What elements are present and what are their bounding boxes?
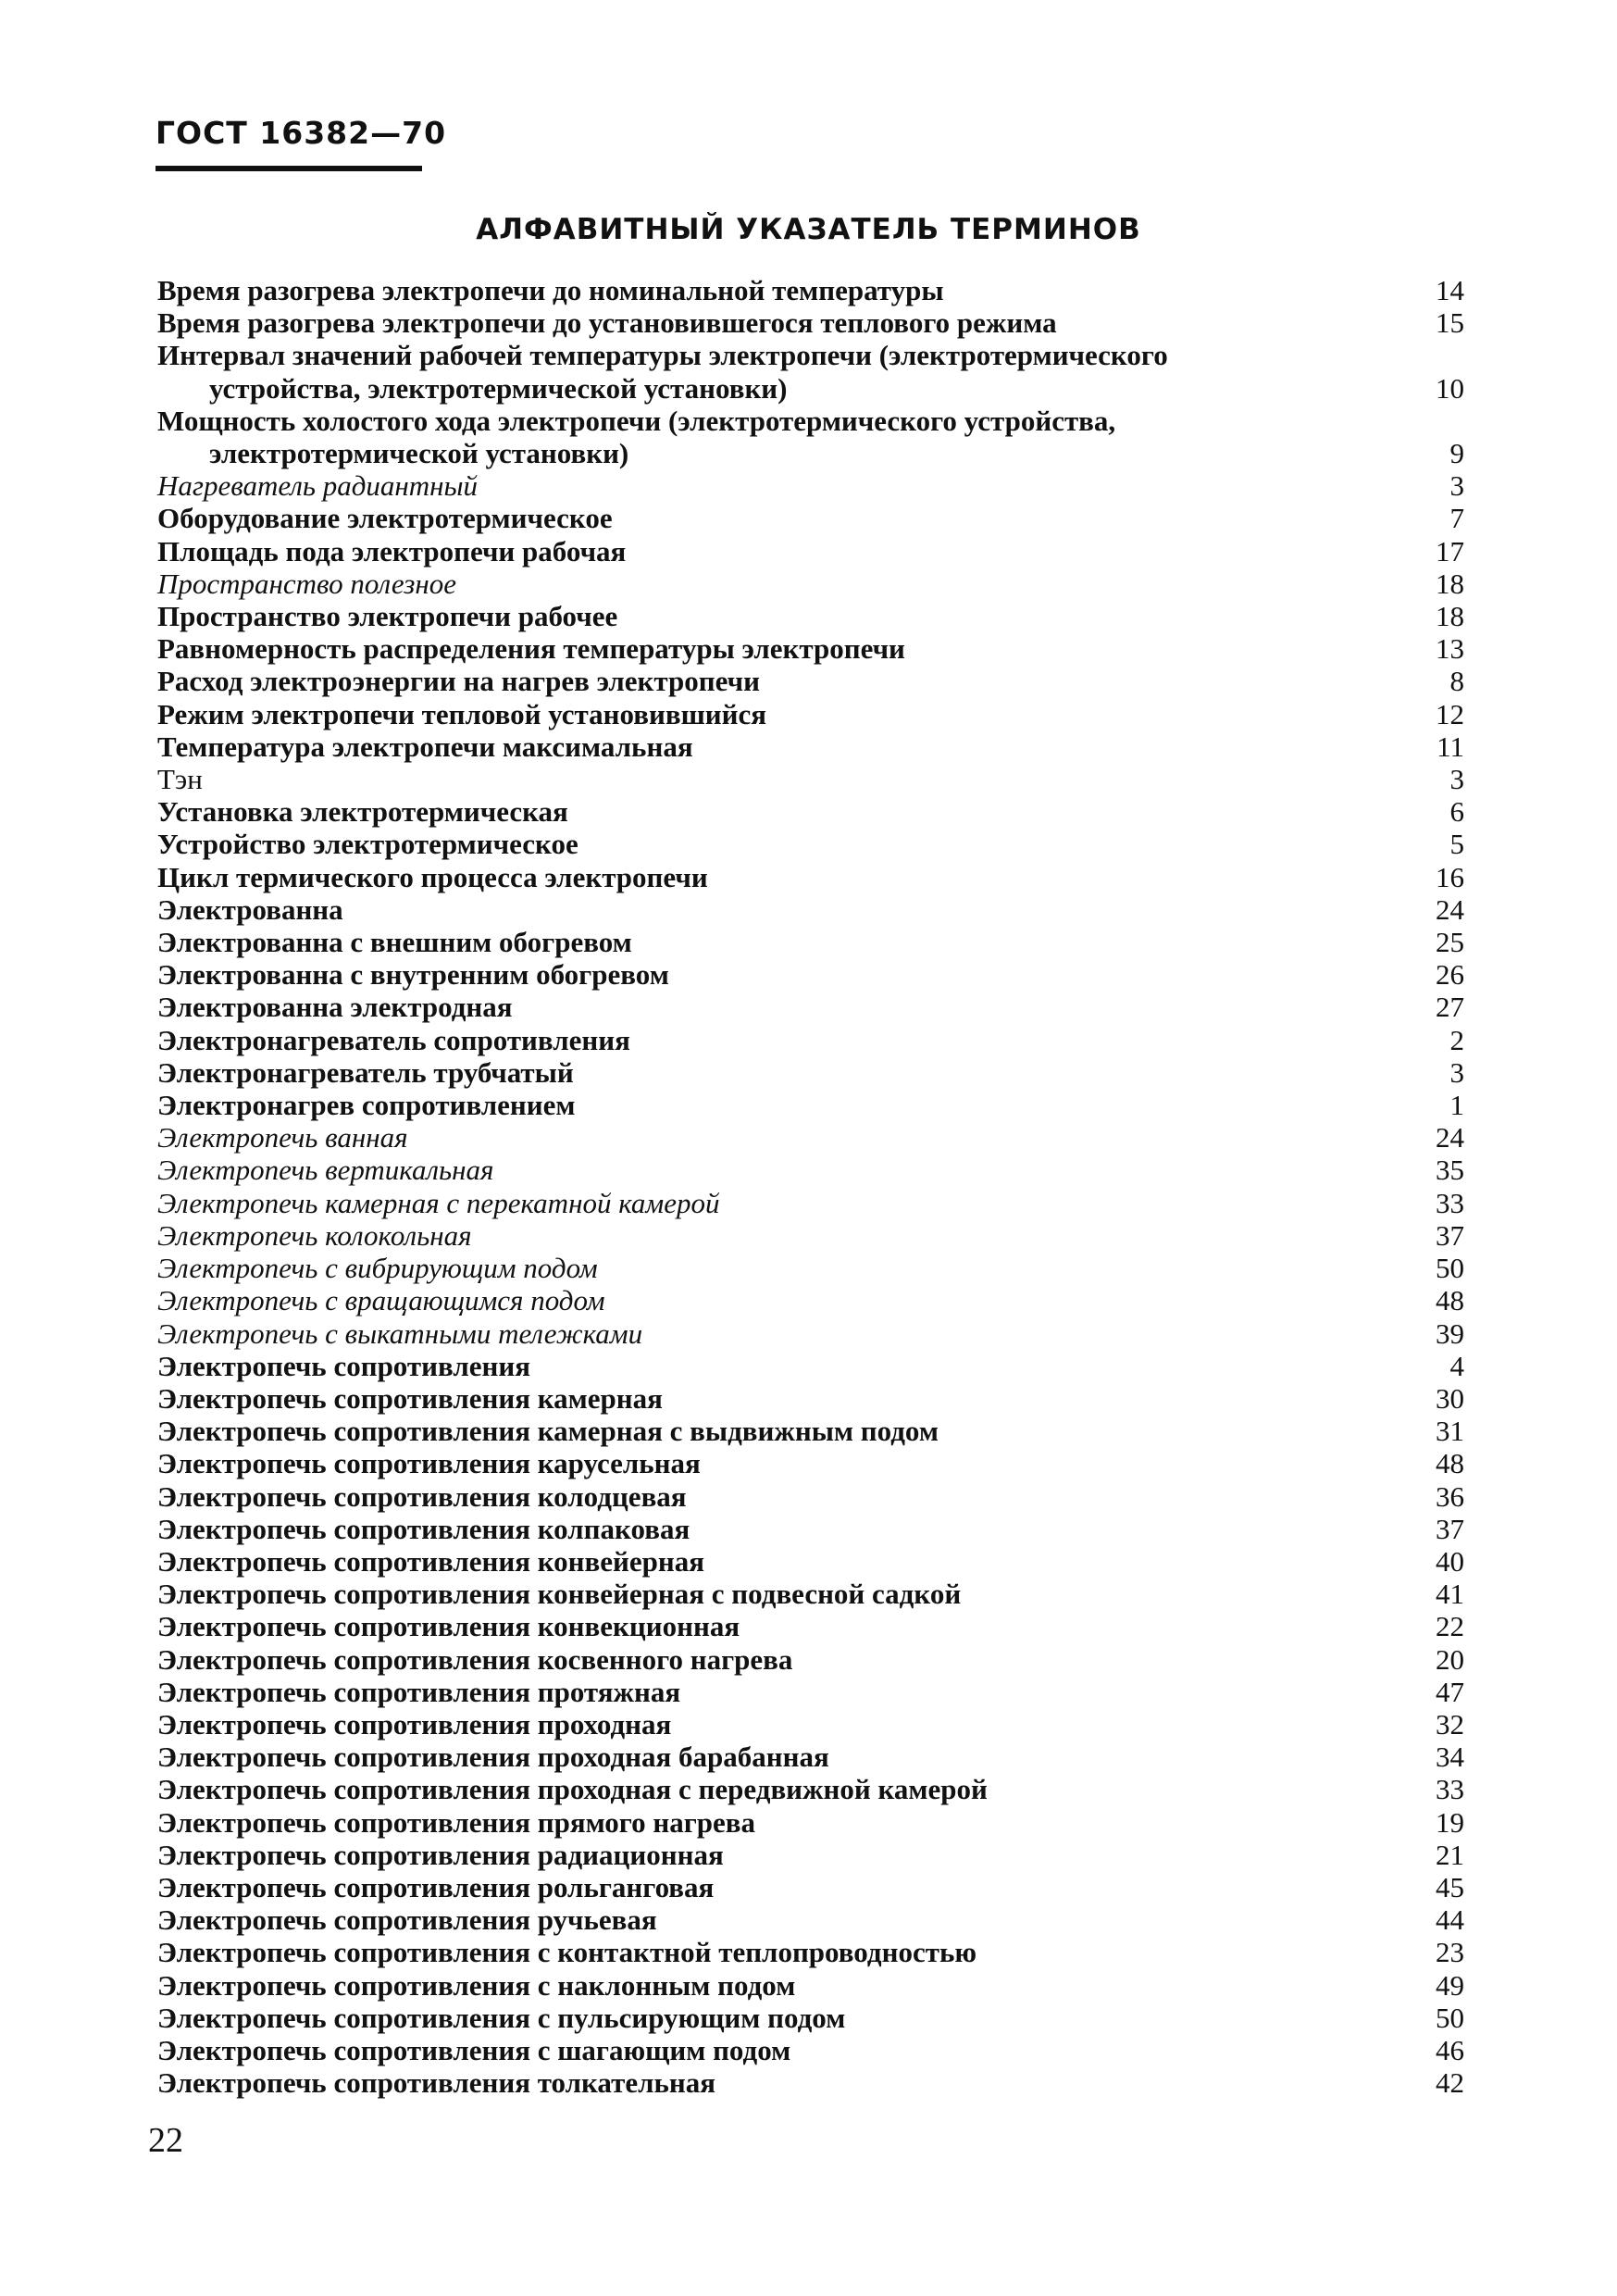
term-reference-number: 18 bbox=[1436, 567, 1464, 600]
term-reference-number: 22 bbox=[1436, 1610, 1464, 1643]
index-entry bbox=[157, 1708, 1464, 1741]
term-line: Установка электротермическая bbox=[157, 795, 568, 829]
index-entry bbox=[157, 2034, 1464, 2066]
term-reference-number: 16 bbox=[1436, 860, 1464, 893]
index-entry bbox=[157, 306, 1464, 339]
term-reference-number: 24 bbox=[1436, 1121, 1464, 1154]
index-entry bbox=[157, 1806, 1464, 1839]
index-entry bbox=[157, 568, 1464, 600]
term-line: Электропечь сопротивления проходная bbox=[157, 1707, 672, 1741]
index-entry bbox=[157, 1089, 1464, 1121]
term-line: Электропечь сопротивления с наклонным подом bbox=[157, 1968, 796, 2002]
term-line: Электропечь с вращающимся подом bbox=[157, 1284, 605, 1317]
term-line: Цикл термического процесса электропечи bbox=[157, 860, 708, 893]
term-reference-number: 21 bbox=[1436, 1838, 1464, 1871]
term-reference-number: 33 bbox=[1436, 1773, 1464, 1806]
index-term bbox=[157, 861, 1420, 893]
index-term bbox=[157, 1415, 1420, 1447]
term-reference-number: 35 bbox=[1436, 1154, 1464, 1187]
term-line: Электронагреватель сопротивления bbox=[157, 1023, 630, 1056]
term-line: Электрованна электродная bbox=[157, 991, 513, 1024]
index-term bbox=[157, 828, 1420, 860]
term-line: Расход электроэнергии на нагрев электропечи bbox=[157, 665, 760, 698]
index-entry bbox=[157, 828, 1464, 860]
term-reference-number: 20 bbox=[1436, 1642, 1464, 1676]
index-term bbox=[157, 535, 1420, 568]
term-line: Электропечь камерная с перекатной камерой bbox=[157, 1186, 720, 1219]
term-line: Электропечь сопротивления bbox=[157, 1349, 530, 1382]
index-entry bbox=[157, 1447, 1464, 1479]
index-term bbox=[157, 1969, 1420, 2002]
term-line: Электропечь сопротивления колодцевая bbox=[157, 1479, 687, 1513]
index-entry bbox=[157, 1578, 1464, 1610]
term-line: Электропечь сопротивления с шагающим подом bbox=[157, 2033, 791, 2066]
term-line: Электропечь колокольная bbox=[157, 1218, 472, 1252]
index-entry bbox=[157, 958, 1464, 991]
term-reference-number: 45 bbox=[1436, 1870, 1464, 1903]
index-term bbox=[157, 698, 1420, 730]
index-entry bbox=[157, 1056, 1464, 1089]
term-line: Электропечь с выкатными тележками bbox=[157, 1316, 643, 1350]
index-entry bbox=[157, 502, 1464, 534]
term-reference-number: 1 bbox=[1449, 1089, 1464, 1122]
index-entry bbox=[157, 926, 1464, 958]
index-term bbox=[157, 893, 1420, 926]
term-reference-number: 7 bbox=[1449, 502, 1464, 535]
term-line: Пространство полезное bbox=[157, 567, 456, 600]
term-reference-number: 46 bbox=[1436, 2033, 1464, 2066]
term-line: Электронагреватель трубчатый bbox=[157, 1055, 574, 1089]
term-reference-number: 8 bbox=[1449, 665, 1464, 698]
term-reference-number: 33 bbox=[1436, 1186, 1464, 1219]
term-line: Мощность холостого хода электропечи (электротермического устройства, bbox=[157, 404, 1116, 437]
term-index bbox=[157, 274, 1464, 2099]
term-reference-number: 13 bbox=[1436, 632, 1464, 666]
term-line: Электрованна с внутренним обогревом bbox=[157, 958, 669, 992]
index-term bbox=[157, 632, 1420, 665]
index-term bbox=[157, 2002, 1420, 2034]
index-entry bbox=[157, 600, 1464, 632]
index-term bbox=[157, 1056, 1420, 1089]
term-line: Время разогрева электропечи до номинальной температуры bbox=[157, 274, 944, 306]
index-term bbox=[157, 1284, 1420, 1316]
term-line: Площадь пода электропечи рабочая bbox=[157, 534, 627, 568]
term-reference-number: 3 bbox=[1449, 469, 1464, 503]
term-reference-number: 3 bbox=[1449, 1055, 1464, 1089]
term-line: Электропечь сопротивления толкательная bbox=[157, 2066, 716, 2100]
term-line: Электронагрев сопротивлением bbox=[157, 1089, 576, 1122]
term-line: Электропечь сопротивления конвейерная с подвесной садкой bbox=[157, 1578, 962, 1611]
index-entry bbox=[157, 535, 1464, 568]
header-underline bbox=[155, 166, 422, 171]
term-reference-number: 15 bbox=[1436, 306, 1464, 340]
index-entry bbox=[157, 1252, 1464, 1284]
term-line: Электрованна bbox=[157, 892, 343, 926]
index-entry bbox=[157, 795, 1464, 828]
index-term bbox=[157, 1773, 1420, 1805]
index-entry bbox=[157, 1187, 1464, 1219]
index-entry bbox=[157, 1415, 1464, 1447]
term-reference-number: 3 bbox=[1449, 763, 1464, 796]
term-reference-number: 36 bbox=[1436, 1479, 1464, 1513]
index-term bbox=[157, 306, 1420, 339]
term-reference-number: 19 bbox=[1436, 1805, 1464, 1839]
index-term bbox=[157, 1154, 1420, 1186]
section-title: АЛФАВИТНЫЙ УКАЗАТЕЛЬ ТЕРМИНОВ bbox=[476, 213, 1141, 246]
term-reference-number: 12 bbox=[1436, 697, 1464, 730]
index-entry bbox=[157, 405, 1464, 469]
term-line: Электропечь вертикальная bbox=[157, 1154, 494, 1187]
term-line: Температура электропечи максимальная bbox=[157, 730, 693, 763]
index-entry bbox=[157, 730, 1464, 763]
index-term bbox=[157, 1643, 1420, 1676]
term-line: Нагреватель радиантный bbox=[157, 469, 479, 503]
index-term bbox=[157, 1806, 1420, 1839]
index-entry bbox=[157, 1643, 1464, 1676]
index-term bbox=[157, 2034, 1420, 2066]
index-entry bbox=[157, 1936, 1464, 1968]
term-reference-number: 42 bbox=[1436, 2066, 1464, 2100]
index-term bbox=[157, 795, 1420, 828]
index-entry bbox=[157, 1676, 1464, 1708]
index-entry bbox=[157, 1741, 1464, 1773]
index-entry bbox=[157, 1219, 1464, 1252]
term-reference-number: 32 bbox=[1436, 1707, 1464, 1741]
term-reference-number: 30 bbox=[1436, 1381, 1464, 1415]
index-term bbox=[157, 1187, 1420, 1219]
index-term bbox=[157, 568, 1420, 600]
index-term bbox=[157, 600, 1420, 632]
term-reference-number: 25 bbox=[1436, 926, 1464, 959]
index-term bbox=[157, 665, 1420, 697]
term-line: Электропечь сопротивления рольганговая bbox=[157, 1870, 715, 1903]
index-term bbox=[157, 1121, 1420, 1154]
index-entry bbox=[157, 469, 1464, 502]
term-line: Электропечь сопротивления конвейерная bbox=[157, 1544, 705, 1578]
term-line: Тэн bbox=[157, 763, 203, 796]
term-reference-number: 11 bbox=[1437, 730, 1464, 763]
document-code: ГОСТ 16382—70 bbox=[155, 115, 447, 151]
term-reference-number: 50 bbox=[1436, 2001, 1464, 2034]
index-term bbox=[157, 730, 1420, 763]
index-entry bbox=[157, 1480, 1464, 1513]
index-entry bbox=[157, 1610, 1464, 1642]
index-entry bbox=[157, 861, 1464, 893]
index-entry bbox=[157, 1969, 1464, 2002]
index-term bbox=[157, 1839, 1420, 1871]
index-term bbox=[157, 1089, 1420, 1121]
term-line: Электропечь сопротивления с контактной теплопроводностью bbox=[157, 1936, 977, 1969]
index-entry bbox=[157, 1121, 1464, 1154]
term-line: Режим электропечи тепловой установившийся bbox=[157, 697, 767, 730]
term-reference-number: 41 bbox=[1436, 1578, 1464, 1611]
index-term bbox=[157, 1350, 1420, 1382]
term-line: Электропечь сопротивления ручьевая bbox=[157, 1903, 657, 1937]
index-term bbox=[157, 1578, 1420, 1610]
term-line: Время разогрева электропечи до установившегося теплового режима bbox=[157, 306, 1057, 340]
index-entry bbox=[157, 2066, 1464, 2099]
term-line: Электропечь ванная bbox=[157, 1121, 408, 1154]
index-term bbox=[157, 763, 1420, 795]
term-line: Электропечь сопротивления проходная с передвижной камерой bbox=[157, 1773, 988, 1806]
index-term bbox=[157, 1903, 1420, 1936]
index-term bbox=[157, 339, 1420, 404]
index-term bbox=[157, 274, 1420, 306]
index-entry bbox=[157, 1903, 1464, 1936]
term-line: Электропечь сопротивления колпаковая bbox=[157, 1512, 690, 1545]
index-entry bbox=[157, 991, 1464, 1023]
index-entry bbox=[157, 893, 1464, 926]
index-entry bbox=[157, 1350, 1464, 1382]
index-entry bbox=[157, 2002, 1464, 2034]
index-term bbox=[157, 958, 1420, 991]
document-header bbox=[155, 115, 446, 171]
index-entry bbox=[157, 763, 1464, 795]
term-continuation-line: электротермической установки) bbox=[209, 437, 629, 470]
index-term bbox=[157, 1317, 1420, 1350]
index-entry bbox=[157, 1154, 1464, 1186]
index-term bbox=[157, 2066, 1420, 2099]
term-line: Электропечь сопротивления камерная bbox=[157, 1381, 663, 1415]
index-entry bbox=[157, 665, 1464, 697]
term-line: Пространство электропечи рабочее bbox=[157, 600, 618, 633]
page-number: 22 bbox=[148, 2121, 183, 2160]
term-reference-number: 37 bbox=[1436, 1512, 1464, 1545]
index-term bbox=[157, 1219, 1420, 1252]
term-reference-number: 44 bbox=[1436, 1903, 1464, 1937]
index-term bbox=[157, 469, 1420, 502]
term-line: Оборудование электротермическое bbox=[157, 502, 613, 535]
index-term bbox=[157, 1382, 1420, 1415]
index-term bbox=[157, 926, 1420, 958]
term-reference-number: 6 bbox=[1449, 795, 1464, 829]
index-entry bbox=[157, 339, 1464, 404]
term-line: Электропечь с вибрирующим подом bbox=[157, 1252, 598, 1285]
index-entry bbox=[157, 1317, 1464, 1350]
term-line: Электропечь сопротивления камерная с выдвижным подом bbox=[157, 1415, 939, 1448]
index-term bbox=[157, 1252, 1420, 1284]
index-entry bbox=[157, 1839, 1464, 1871]
index-term bbox=[157, 1676, 1420, 1708]
index-term bbox=[157, 1480, 1420, 1513]
term-line: Устройство электротермическое bbox=[157, 828, 578, 861]
index-term bbox=[157, 1936, 1420, 1968]
index-term bbox=[157, 1871, 1420, 1903]
index-entry bbox=[157, 274, 1464, 306]
term-line: Электропечь сопротивления с пульсирующим подом bbox=[157, 2001, 846, 2034]
index-term bbox=[157, 1513, 1420, 1545]
index-term bbox=[157, 1708, 1420, 1741]
term-reference-number: 23 bbox=[1436, 1936, 1464, 1969]
term-reference-number: 49 bbox=[1436, 1968, 1464, 2002]
term-line: Электропечь сопротивления прямого нагрева bbox=[157, 1805, 756, 1839]
term-reference-number: 31 bbox=[1436, 1415, 1464, 1448]
term-reference-number: 2 bbox=[1449, 1023, 1464, 1056]
index-term bbox=[157, 1447, 1420, 1479]
term-reference-number: 40 bbox=[1436, 1544, 1464, 1578]
term-reference-number: 26 bbox=[1436, 958, 1464, 992]
term-line: Электропечь сопротивления конвекционная bbox=[157, 1610, 740, 1643]
index-term bbox=[157, 991, 1420, 1023]
index-term bbox=[157, 502, 1420, 534]
term-reference-number: 34 bbox=[1436, 1741, 1464, 1774]
term-reference-number: 14 bbox=[1436, 274, 1464, 306]
term-reference-number: 48 bbox=[1436, 1284, 1464, 1317]
term-reference-number: 9 bbox=[1449, 437, 1464, 470]
term-reference-number: 4 bbox=[1449, 1349, 1464, 1382]
term-reference-number: 10 bbox=[1436, 371, 1464, 405]
index-entry bbox=[157, 1773, 1464, 1805]
term-line: Электрованна с внешним обогревом bbox=[157, 926, 632, 959]
index-entry bbox=[157, 1545, 1464, 1578]
term-reference-number: 18 bbox=[1436, 600, 1464, 633]
index-term bbox=[157, 1545, 1420, 1578]
term-line: Электропечь сопротивления карусельная bbox=[157, 1447, 701, 1480]
term-reference-number: 50 bbox=[1436, 1252, 1464, 1285]
term-reference-number: 24 bbox=[1436, 892, 1464, 926]
term-line: Электропечь сопротивления проходная барабанная bbox=[157, 1741, 829, 1774]
index-entry bbox=[157, 1024, 1464, 1056]
index-term bbox=[157, 1024, 1420, 1056]
term-continuation-line: устройства, электротермической установки) bbox=[209, 371, 788, 405]
term-line: Равномерность распределения температуры электропечи bbox=[157, 632, 905, 666]
index-entry bbox=[157, 1382, 1464, 1415]
term-reference-number: 47 bbox=[1436, 1675, 1464, 1708]
index-term bbox=[157, 1741, 1420, 1773]
index-entry bbox=[157, 1513, 1464, 1545]
term-reference-number: 37 bbox=[1436, 1218, 1464, 1252]
term-line: Интервал значений рабочей температуры электропечи (электротермического bbox=[157, 339, 1168, 372]
index-entry bbox=[157, 1284, 1464, 1316]
index-entry bbox=[157, 632, 1464, 665]
term-reference-number: 27 bbox=[1436, 991, 1464, 1024]
index-entry bbox=[157, 1871, 1464, 1903]
index-term bbox=[157, 1610, 1420, 1642]
term-reference-number: 5 bbox=[1449, 828, 1464, 861]
term-reference-number: 39 bbox=[1436, 1316, 1464, 1350]
term-line: Электропечь сопротивления косвенного нагрева bbox=[157, 1642, 793, 1676]
index-entry bbox=[157, 698, 1464, 730]
term-line: Электропечь сопротивления протяжная bbox=[157, 1675, 681, 1708]
term-reference-number: 17 bbox=[1436, 534, 1464, 568]
term-reference-number: 48 bbox=[1436, 1447, 1464, 1480]
index-term bbox=[157, 405, 1420, 469]
term-line: Электропечь сопротивления радиационная bbox=[157, 1838, 724, 1871]
